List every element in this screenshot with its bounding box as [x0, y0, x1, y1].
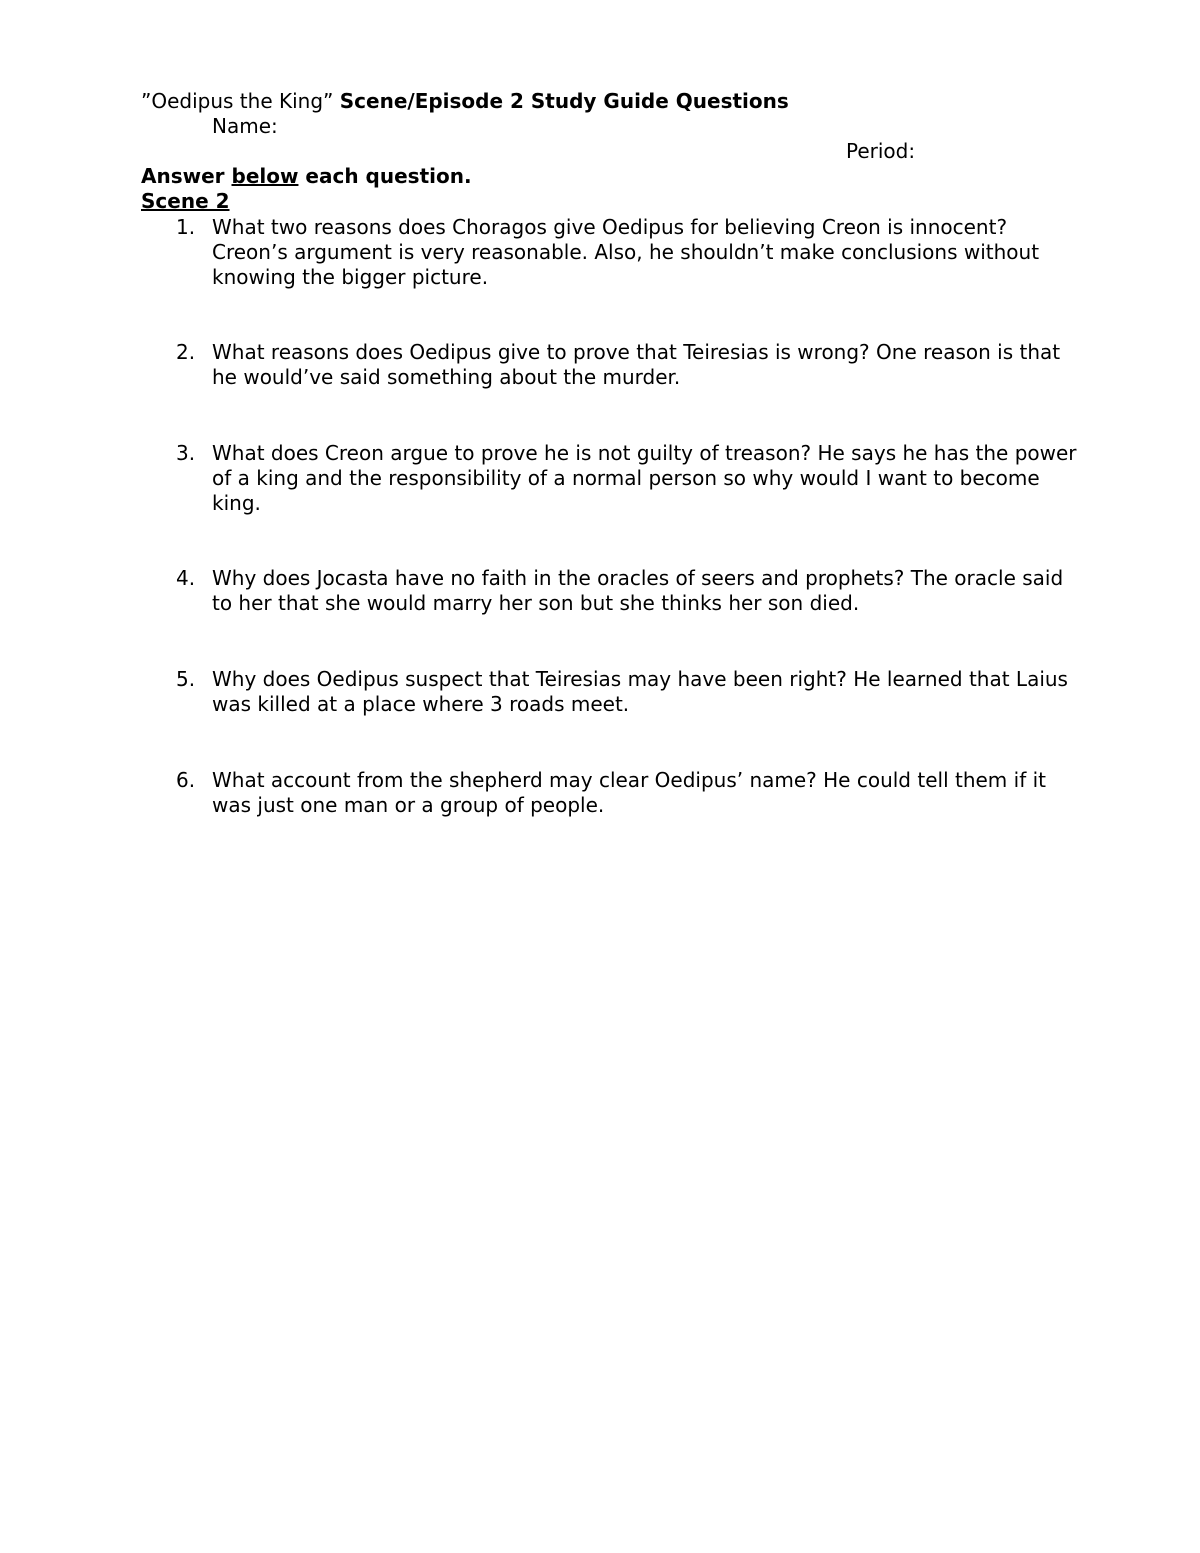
question-text: What does Creon argue to prove he is not guilty of treason? He says he has the power of a king and the responsibility of a normal person so why would I want to become king. — [212, 441, 1077, 515]
instructions — [141, 164, 472, 189]
document-title — [141, 89, 789, 114]
question-number: 6. — [176, 768, 196, 792]
name-label: Name: — [212, 114, 278, 138]
question-number: 5. — [176, 667, 196, 691]
question-text: Why does Jocasta have no faith in the oracles of seers and prophets? The oracle said to her that she would marry her son but she thinks her son died. — [212, 566, 1064, 615]
question-text: What reasons does Oedipus give to prove that Teiresias is wrong? One reason is that he would’ve said something about the murder. — [212, 340, 1061, 389]
question-text: What two reasons does Choragos give Oedipus for believing Creon is innocent? Creon’s argument is very reasonable. Also, he shouldn’t make conclusions without knowing the bigger picture. — [212, 215, 1040, 289]
section-heading: Scene 2 — [141, 189, 230, 213]
question-text: Why does Oedipus suspect that Teiresias may have been right? He learned that Laius was killed at a place where 3 roads meet. — [212, 667, 1068, 716]
question-text: What account from the shepherd may clear Oedipus’ name? He could tell them if it was just one man or a group of people. — [212, 768, 1046, 817]
instructions-underlined: below — [231, 164, 299, 188]
title-play-name: ”Oedipus the King” — [141, 89, 334, 113]
question-number: 3. — [176, 441, 196, 465]
question-number: 1. — [176, 215, 196, 239]
instructions-prefix: Answer — [141, 164, 225, 188]
title-subtitle: Scene/Episode 2 Study Guide Questions — [339, 89, 789, 113]
instructions-suffix: each question. — [305, 164, 472, 188]
question-number: 2. — [176, 340, 196, 364]
period-label: Period: — [846, 139, 916, 163]
question-number: 4. — [176, 566, 196, 590]
